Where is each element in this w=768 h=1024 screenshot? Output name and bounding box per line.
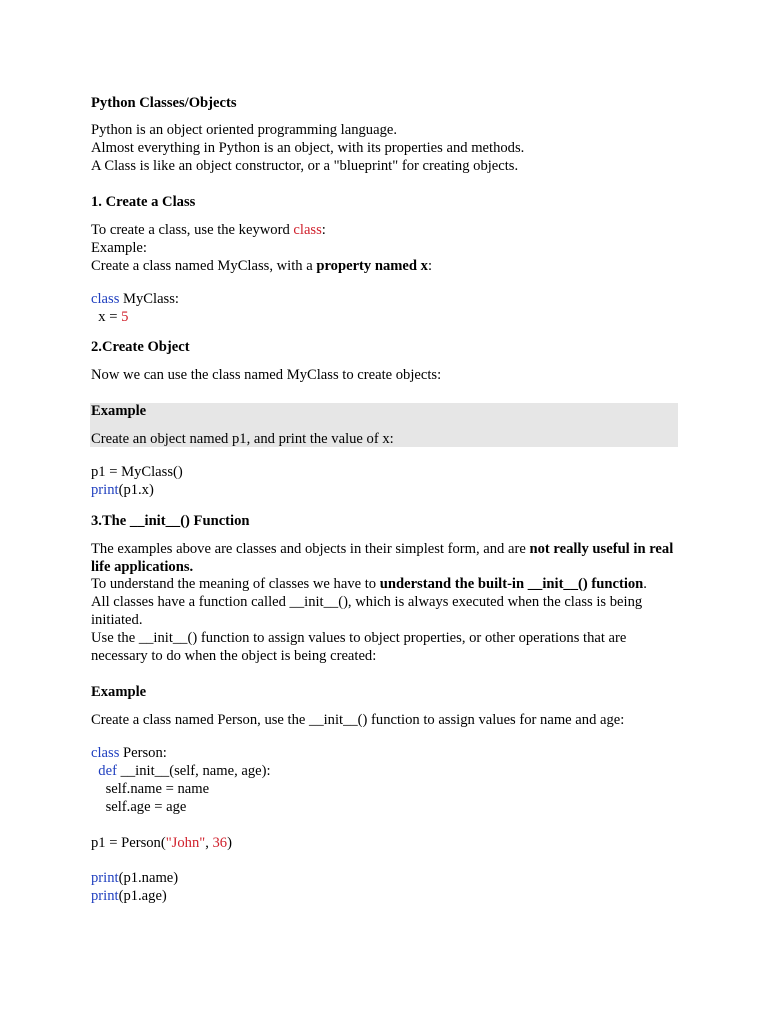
code-line: x = 5 bbox=[91, 309, 129, 325]
intro-line-2: Almost everything in Python is an object, with its properties and methods. bbox=[91, 140, 525, 156]
keyword-class-text: class bbox=[293, 222, 322, 238]
code-line: class Person: bbox=[91, 745, 167, 761]
section-1-line-3: Create a class named MyClass, with a property named x: bbox=[91, 258, 433, 274]
section-3-paragraph-4: Use the __init__() function to assign values to object properties, or other operations that are necessary to do when the object is being created: bbox=[91, 630, 627, 664]
section-2-text: Now we can use the class named MyClass to create objects: bbox=[91, 367, 442, 383]
intro-line-1: Python is an object oriented programming language. bbox=[91, 122, 397, 138]
section-3-paragraph-2: To understand the meaning of classes we have to understand the built-in __init__() function. bbox=[91, 576, 647, 592]
example-text: Create an object named p1, and print the value of x: bbox=[91, 431, 394, 447]
code-line: p1 = Person("John", 36) bbox=[91, 835, 232, 851]
example-text: Create a class named Person, use the __init__() function to assign values for name and age: bbox=[91, 712, 625, 728]
section-1-heading: 1. Create a Class bbox=[91, 194, 196, 210]
section-3-paragraph-1: The examples above are classes and objects in their simplest form, and are not really useful in real life applications. bbox=[91, 541, 674, 575]
code-line: print(p1.age) bbox=[91, 888, 167, 904]
example-heading: Example bbox=[91, 403, 147, 419]
example-heading: Example bbox=[91, 684, 147, 700]
section-3-paragraph-3: All classes have a function called __init__(), which is always executed when the class is being initiated. bbox=[91, 594, 643, 628]
code-line: def __init__(self, name, age): bbox=[98, 763, 271, 779]
section-2-heading: 2.Create Object bbox=[91, 339, 190, 355]
code-line: print(p1.name) bbox=[91, 870, 179, 886]
code-line: p1 = MyClass() bbox=[91, 464, 183, 480]
section-1-example-label: Example: bbox=[91, 240, 147, 256]
intro-line-3: A Class is like an object constructor, or a "blueprint" for creating objects. bbox=[91, 158, 519, 174]
code-line: class MyClass: bbox=[91, 291, 179, 307]
section-1-line-1: To create a class, use the keyword class: bbox=[91, 222, 326, 238]
code-line: print(p1.x) bbox=[91, 482, 154, 498]
page-title: Python Classes/Objects bbox=[91, 95, 237, 111]
section-3-heading: 3.The __init__() Function bbox=[91, 513, 250, 529]
code-line: self.name = name bbox=[91, 781, 210, 797]
code-line: self.age = age bbox=[91, 799, 187, 815]
